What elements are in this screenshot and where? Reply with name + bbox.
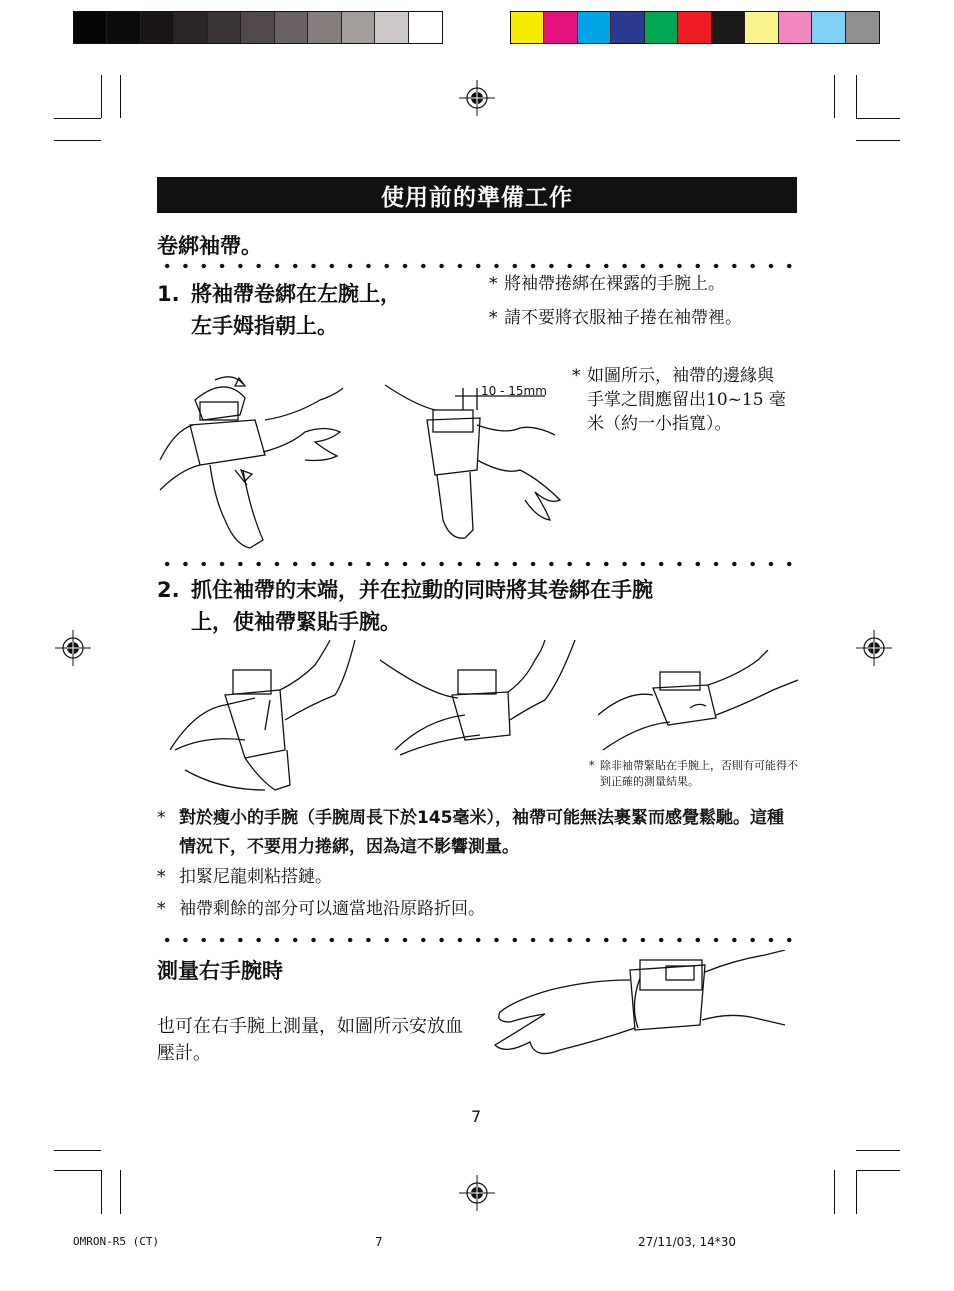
color-swatch	[544, 12, 577, 43]
crop-mark	[54, 118, 101, 119]
section-heading-wrap: 卷綁袖帶。	[157, 234, 262, 258]
illustration-wrap-cuff-left	[155, 370, 345, 550]
section-heading-right-wrist: 測量右手腕時	[157, 959, 283, 983]
crop-mark	[834, 1170, 835, 1214]
crop-mark	[856, 140, 900, 141]
color-swatch	[174, 12, 207, 43]
crop-mark	[101, 1170, 102, 1214]
note-item: * 對於瘦小的手腕（手腕周長下於145毫米），袖帶可能無法裹緊而感覺鬆馳。這種情況下，不要用力捲綁，因為這不影響測量。	[157, 808, 784, 857]
color-swatch	[342, 12, 375, 43]
color-swatch	[511, 12, 544, 43]
registration-mark-icon	[55, 630, 91, 666]
crop-mark	[856, 118, 900, 119]
footer-left: OMRON-R5 (CT)	[73, 1235, 160, 1248]
color-swatch	[611, 12, 644, 43]
measurement-label: 10 - 15mm	[481, 384, 547, 398]
color-swatch	[645, 12, 678, 43]
note-item: * 扣緊尼龍刺粘搭鏈。	[157, 867, 332, 887]
dotted-divider	[158, 561, 798, 567]
color-swatch	[375, 12, 408, 43]
crop-mark	[120, 1170, 121, 1214]
color-swatch	[846, 12, 879, 43]
footer-center: 7	[375, 1235, 383, 1249]
registration-mark-icon	[856, 630, 892, 666]
step-text-line: 左手姆指朝上。	[191, 314, 338, 338]
crop-mark	[101, 75, 102, 118]
crop-mark	[54, 1170, 101, 1171]
step-number: 2.	[157, 578, 180, 602]
color-swatch	[107, 12, 140, 43]
crop-mark	[856, 75, 857, 118]
crop-mark	[54, 140, 101, 141]
color-swatch	[779, 12, 812, 43]
color-swatch	[678, 12, 711, 43]
color-swatch	[712, 12, 745, 43]
grayscale-color-bar	[73, 11, 443, 44]
illustration-pull-cuff-2	[380, 640, 580, 760]
dotted-divider	[158, 937, 798, 943]
footer-right: 27/11/03, 14*30	[638, 1235, 737, 1249]
note-item: * 請不要將衣服袖子捲在袖帶裡。	[489, 308, 742, 328]
crop-mark	[54, 1150, 101, 1151]
dotted-divider	[158, 263, 798, 269]
color-swatch	[308, 12, 341, 43]
step-text-line: 上，使袖帶緊貼手腕。	[191, 610, 401, 634]
illustration-cuff-gap	[355, 380, 565, 550]
page-title: 使用前的準備工作	[157, 177, 797, 213]
illustration-pull-cuff-1	[165, 640, 365, 800]
note-item: * 袖帶剩餘的部分可以適當地沿原路折回。	[157, 899, 485, 919]
note-item: * 如圖所示，袖帶的邊緣與手掌之間應留出10~15 毫米（約一小指寬）。	[572, 366, 786, 434]
illustration-right-wrist	[490, 950, 790, 1070]
crop-mark	[856, 1170, 857, 1214]
step-text-line: 將袖帶卷綁在左腕上，	[191, 282, 401, 306]
color-swatch	[409, 12, 442, 43]
color-swatch	[241, 12, 274, 43]
color-swatch	[812, 12, 845, 43]
step-2	[157, 574, 807, 638]
right-wrist-text: 也可在右手腕上測量，如圖所示安放血壓計。	[157, 1016, 463, 1064]
registration-mark-icon	[459, 80, 495, 116]
registration-mark-icon	[459, 1175, 495, 1211]
step-number: 1.	[157, 282, 180, 306]
illustration-cuff-secured	[598, 650, 798, 760]
step-1	[157, 278, 477, 342]
color-swatch	[74, 12, 107, 43]
small-note: * 除非袖帶緊貼在手腕上，否則有可能得不到正確的測量結果。	[589, 759, 798, 788]
crop-mark	[856, 1150, 900, 1151]
color-swatch	[578, 12, 611, 43]
process-color-bar	[510, 11, 880, 44]
crop-mark	[856, 1170, 900, 1171]
page-number: 7	[471, 1107, 482, 1126]
crop-mark	[834, 75, 835, 118]
note-item: * 將袖帶捲綁在裸露的手腕上。	[489, 274, 725, 294]
color-swatch	[208, 12, 241, 43]
color-swatch	[141, 12, 174, 43]
color-swatch	[745, 12, 778, 43]
crop-mark	[120, 75, 121, 118]
step-text-line: 抓住袖帶的末端，并在拉動的同時將其卷綁在手腕	[191, 578, 653, 602]
color-swatch	[275, 12, 308, 43]
